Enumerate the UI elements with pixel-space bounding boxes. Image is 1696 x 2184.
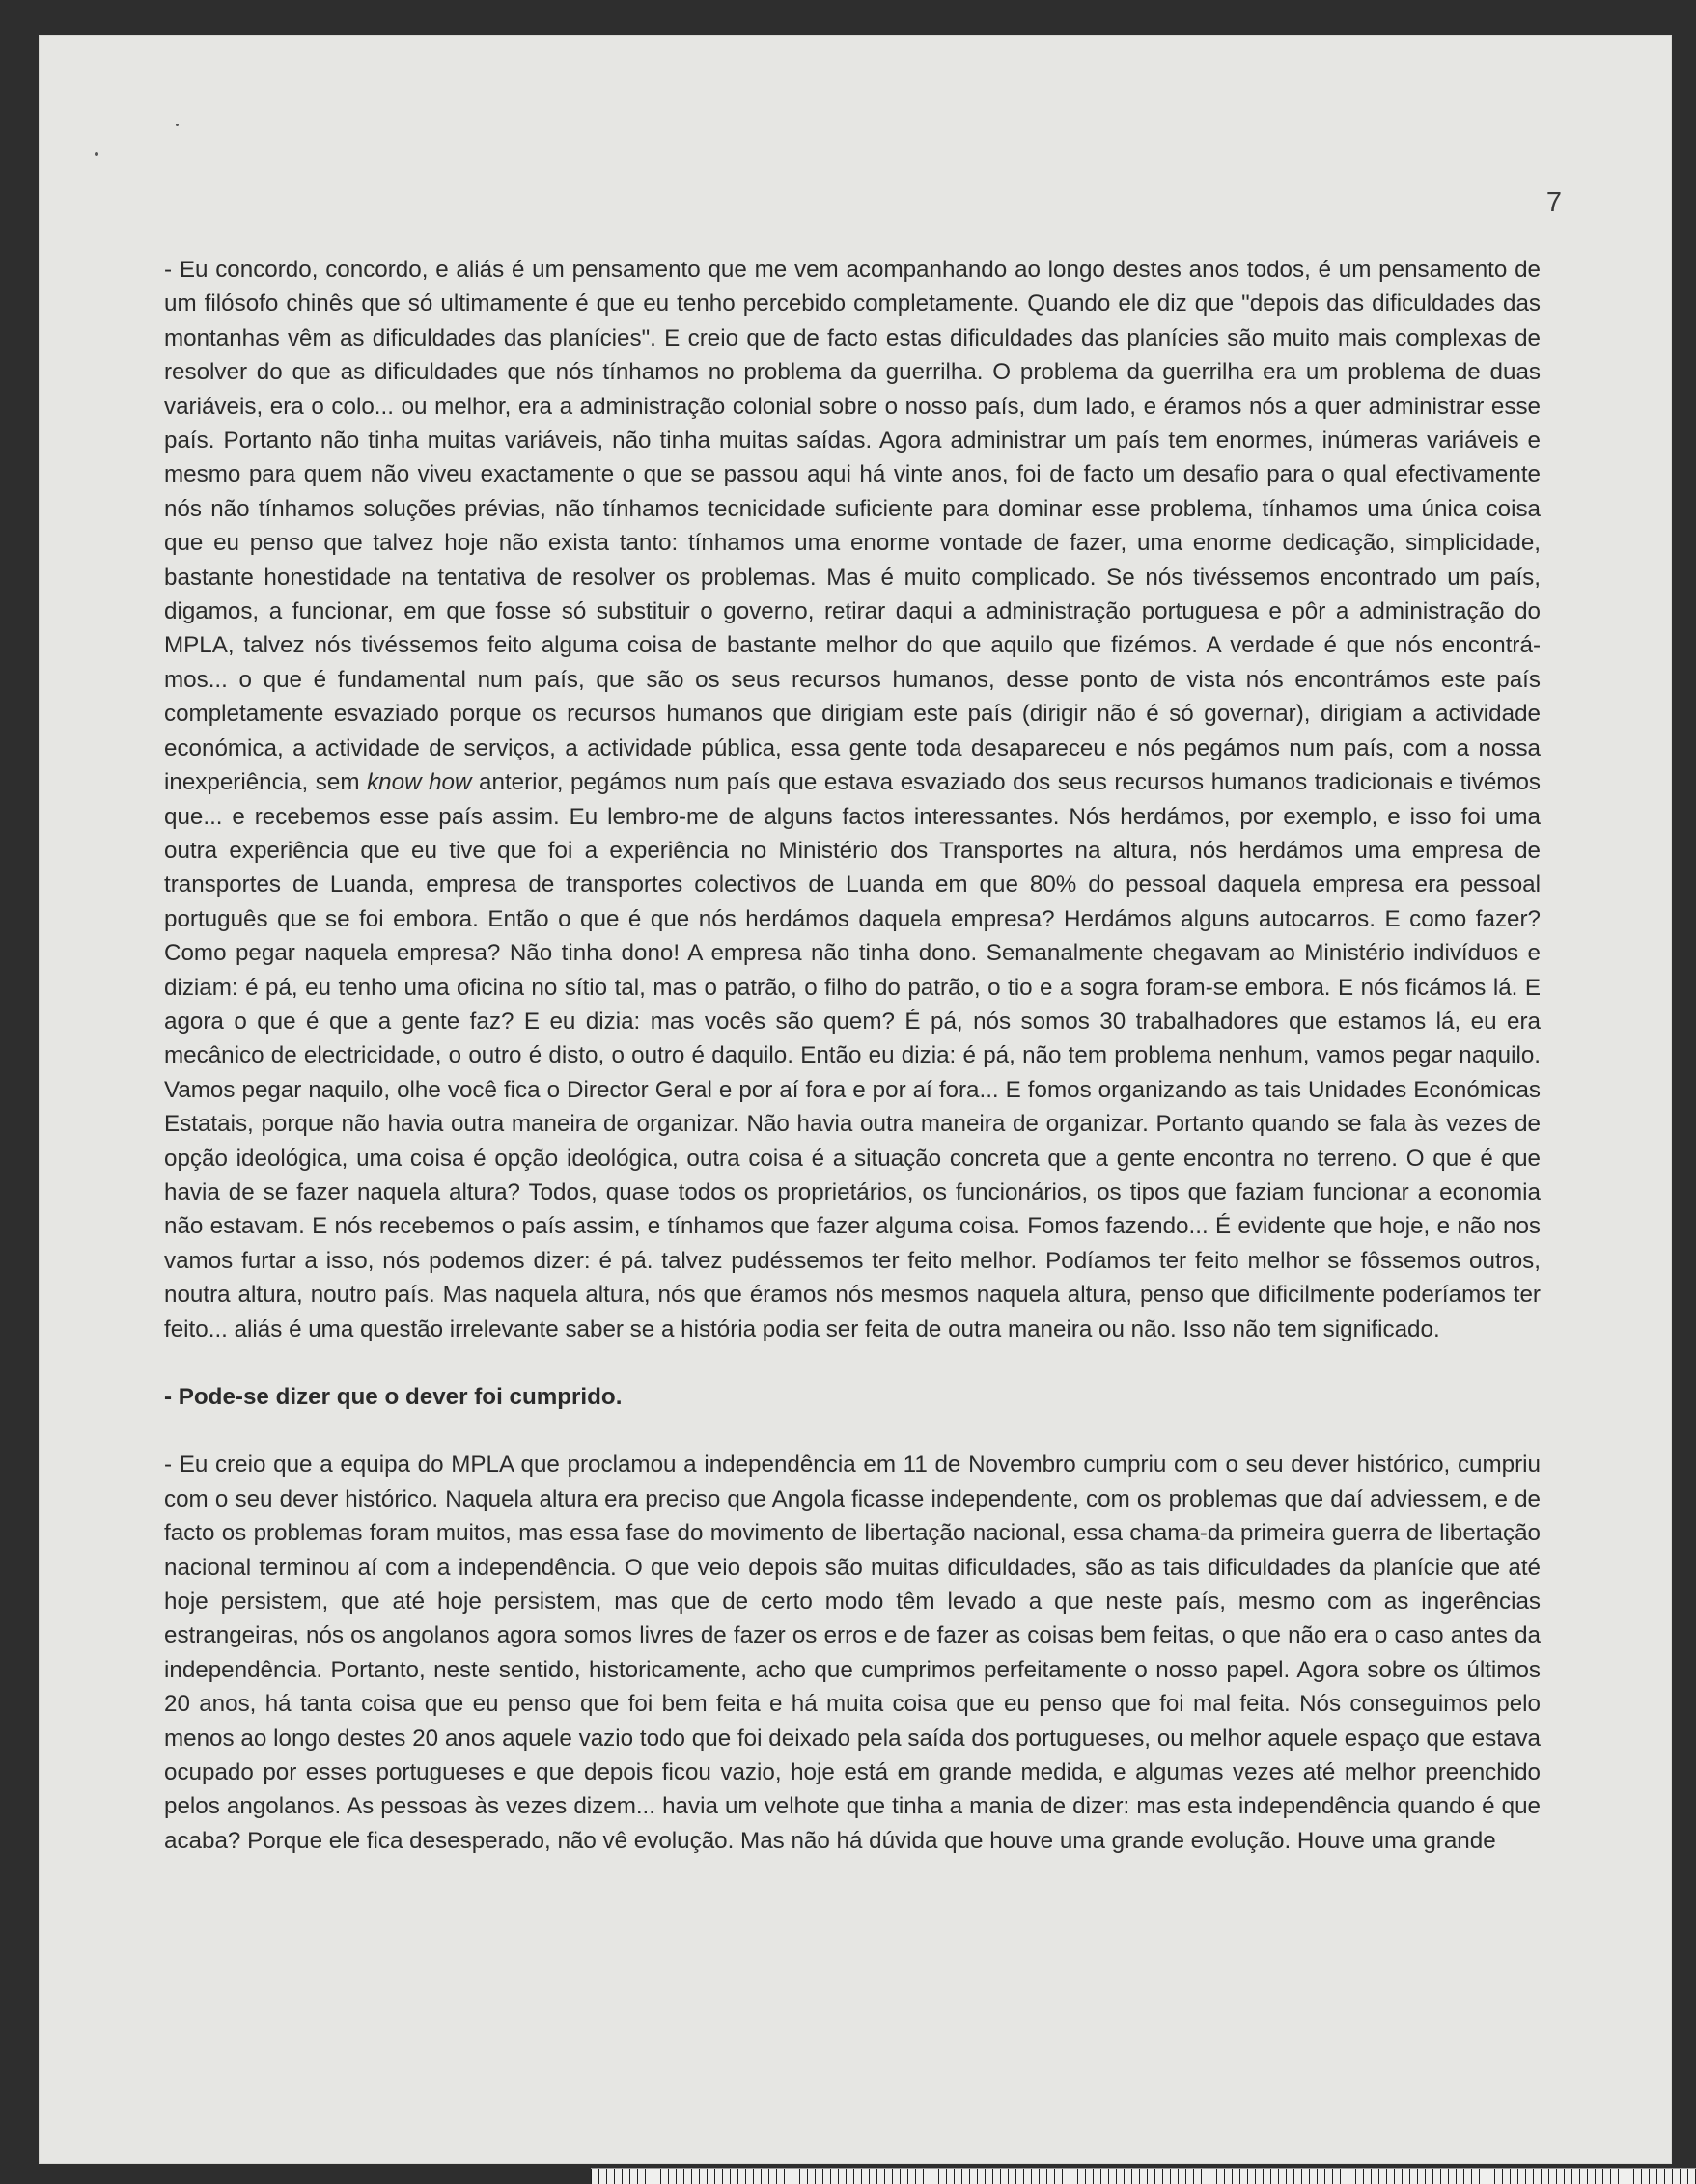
answer-paragraph-1: [164, 253, 1541, 1346]
paragraph-text: - Eu concordo, concordo, e aliás é um pensamento que me vem acompanhando ao longo destes anos todos, é um pensamento de um filósofo chinês que só ultimamente é que eu tenho percebido completamente. Quando ele diz que "depois das dificuldades das montanhas vêm as dificuldades das planícies". E creio que de facto estas dificuldades das planícies são muito mais complexas de resolver do que as dificuldades que nós tínhamos no problema da guerrilha. O problema da guerrilha era um problema de duas variáveis, era o colo... ou melhor, era a administração colonial sobre o nosso país, dum lado, e éramos nós a quer administrar esse país. Portanto não tinha muitas variáveis, não tinha muitas saídas. Agora administrar um país tem enormes, inúmeras variáveis e mesmo para quem não viveu exactamente o que se passou aqui há vinte anos, foi de facto um desafio para o qual efectivamente nós não tínhamos soluções prévias, não tínhamos tecnicidade suficiente para dominar esse problema, tínhamos uma única coisa que eu penso que talvez hoje não exista tanto: tínhamos uma enorme vontade de fazer, uma enorme dedicação, simplicidade, bastante honestidade na tentativa de resolver os problemas. Mas é muito complicado. Se nós tivéssemos encontrado um país, digamos, a funcionar, em que fosse só substituir o governo, retirar daqui a administração portuguesa e pôr a administração do MPLA, talvez nós tivéssemos feito alguma coisa de bastante melhor do que aquilo que fizémos. A verdade é que nós encontrá-mos... o que é fundamental num país, que são os seus recursos humanos, desse ponto de vista nós encontrámos este país completamente esvaziado porque os recursos humanos que dirigiam este país (dirigir não é só governar), dirigiam a actividade económica, a actividade de serviços, a actividade pública, essa gente toda desapareceu e nós pegámos num país, com a nossa inexperiência, sem: [164, 257, 1541, 796]
answer-paragraph-2: - Eu creio que a equipa do MPLA que proclamou a independência em 11 de Novembro cumpriu com o seu dever histórico, cumpriu com o seu dever histórico. Naquela altura era preciso que Angola ficasse independente, com os problemas que daí adviessem, e de facto os problemas foram muitos, mas essa fase do movimento de libertação nacional, essa chama-da primeira guerra de libertação nacional terminou aí com a independência. O que veio depois são muitas dificuldades, são as tais dificuldades da planície que até hoje persistem, que até hoje persistem, mas que de certo modo têm levado a que neste país, mesmo com as ingerências estrangeiras, nós os angolanos agora somos livres de fazer os erros e de fazer as coisas bem feitas, o que não era o caso antes da independência. Portanto, neste sentido, historicamente, acho que cumprimos perfeitamente o nosso papel. Agora sobre os últimos 20 anos, há tanta coisa que eu penso que foi bem feita e há muita coisa que eu penso que foi mal feita. Nós conseguimos pelo menos ao longo destes 20 anos aquele vazio todo que foi deixado pela saída dos portugueses, ou melhor aquele espaço que estava ocupado por esses portugueses e que depois ficou vazio, hoje está em grande medida, e algumas vezes até melhor preenchido pelos angolanos. As pessoas às vezes dizem... havia um velhote que tinha a mania de dizer: mas esta independência quando é que acaba? Porque ele fica desesperado, não vê evolução. Mas não há dúvida que houve uma grande evolução. Houve uma grande: [164, 1451, 1541, 1854]
speck-mark: [95, 152, 98, 156]
interview-question: - Pode-se dizer que o dever foi cumprido.: [164, 1384, 623, 1410]
page-number: 7: [1545, 187, 1562, 218]
scan-ruler: [591, 2168, 1696, 2184]
speck-mark: [176, 124, 179, 126]
document-page: [39, 35, 1672, 2164]
italic-term: know how: [367, 769, 472, 796]
paragraph-text: anterior, pegámos num país que estava esvaziado dos seus recursos humanos tradicionais e tivémos que... e recebemos esse país assim. Eu lembro-me de alguns factos interessantes. Nós herdámos, por exemplo, e isso foi uma outra experiência que eu tive que foi a experiência no Ministério dos Transportes na altura, nós herdámos uma empresa de transportes de Luanda, empresa de transportes colectivos de Luanda em que 80% do pessoal daquela empresa era pessoal português que se foi embora. Então o que é que nós herdámos daquela empresa? Herdámos alguns autocarros. E como fazer? Como pegar naquela empresa? Não tinha dono! A empresa não tinha dono. Semanalmente chegavam ao Ministério indivíduos e diziam: é pá, eu tenho uma oficina no sítio tal, mas o patrão, o filho do patrão, o tio e a sogra foram-se embora. E nós ficámos lá. E agora o que é que a gente faz? E eu dizia: mas vocês são quem? É pá, nós somos 30 trabalhadores que estamos lá, eu era mecânico de electricidade, o outro é disto, o outro é daquilo. Então eu dizia: é pá, não tem problema nenhum, vamos pegar naquilo. Vamos pegar naquilo, olhe você fica o Director Geral e por aí fora e por aí fora... E fomos organizando as tais Unidades Económicas Estatais, porque não havia outra maneira de organizar. Não havia outra maneira de organizar. Portanto quando se fala às vezes de opção ideológica, uma coisa é opção ideológica, outra coisa é a situação concreta que a gente encontra no terreno. O que é que havia de se fazer naquela altura? Todos, quase todos os proprietários, os funcionários, os tipos que faziam funcionar a economia não estavam. E nós recebemos o país assim, e tínhamos que fazer alguma coisa. Fomos fazendo... É evidente que hoje, e não nos vamos furtar a isso, nós podemos dizer: é pá. talvez pudéssemos ter feito melhor. Podíamos ter feito melhor se fôssemos outros, noutra altura, noutro país. Mas naquela altura, nós que éramos nós mesmos naquela altura, penso que dificilmente poderíamos ter feito... aliás é uma questão irrelevante saber se a história podia ser feita de outra maneira ou não. Isso não tem significado.: [164, 769, 1542, 1342]
document-body: [164, 253, 1541, 1858]
